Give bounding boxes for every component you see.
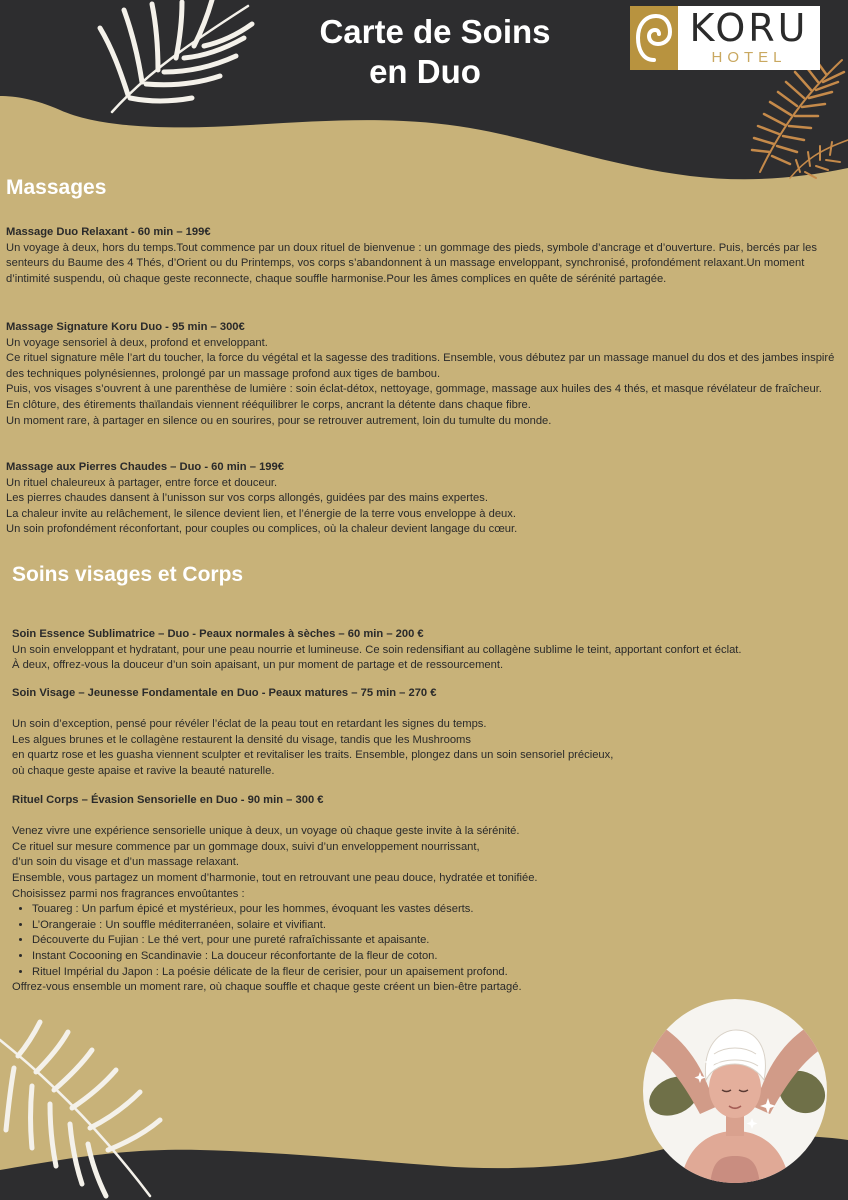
page-title-line2: en Duo [369,53,481,90]
soin-item-description: Un soin enveloppant et hydratant, pour une peau nourrie et lumineuse. Ce soin redensifiant au collagène sublime le teint, apportant confort et éclat. [12,643,742,656]
soin-item [12,686,812,780]
soin-item-description: Choisissez parmi nos fragrances envoûtantes : [12,887,245,900]
page-title [290,12,580,92]
massage-item-description: En clôture, des étirements thaïlandais viennent rééquilibrer le corps, ancrant la détente dans chaque fibre. [6,398,531,411]
fragrance-list-item: • L’Orangeraie : Un souffle méditerranéen, solaire et vivifiant. [32,918,812,934]
logo-text [678,6,820,70]
soin-item-description: Les algues brunes et le collagène restaurent la densité du visage, tandis que les Mushrooms [12,733,471,746]
soin-item-description: d’un soin du visage et d’un massage relaxant. [12,856,240,869]
fragrance-list-item: • Découverte du Fujian : Le thé vert, pour une pureté rafraîchissante et apaisante. [32,933,812,949]
soin-item-title: Soin Essence Sublimatrice – Duo - Peaux normales à sèches – 60 min – 200 € [12,628,424,640]
logo-subtitle: HOTEL [711,49,787,66]
massage-item-description: Les pierres chaudes dansent à l’unisson sur vos corps allongés, guidées par des mains expertes. [6,492,488,505]
koru-hotel-logo [630,6,820,70]
logo-name: KORU [689,6,809,50]
koru-spiral-icon [630,6,678,70]
massage-item-title: Massage Signature Koru Duo - 95 min – 300€ [6,321,245,333]
soin-item-title: Rituel Corps – Évasion Sensorielle en Duo - 90 min – 300 € [12,794,324,806]
massage-item [6,460,836,538]
page-title-line1: Carte de Soins [319,13,551,50]
fragrance-list-item: • Instant Cocooning en Scandinavie : La douceur réconfortante de la fleur de coton. [32,949,812,965]
section-heading-massages: Massages [6,176,107,199]
massage-item-title: Massage aux Pierres Chaudes – Duo - 60 min – 199€ [6,461,284,473]
soin-item [12,793,812,996]
massage-item-description: Un rituel chaleureux à partager, entre force et douceur. [6,476,278,489]
section-heading-soins: Soins visages et Corps [12,563,244,586]
massage-item-description: Puis, vos visages s’ouvrent à une parenthèse de lumière : soin éclat-détox, nettoyage, gommage, massage aux huiles des 4 thés, et masque révélateur de fraîcheur. [6,383,822,396]
soin-item-title: Soin Visage – Jeunesse Fondamentale en Duo - Peaux matures – 75 min – 270 € [12,687,437,699]
massage-item-description: Ce rituel signature mêle l’art du toucher, la force du végétal et la sagesse des traditions. Ensemble, vous débutez par un massage manuel du dos et des jambes inspiré des techniques polynésiennes, prolongé par un massage profond aux tiges de bambou. [6,352,835,380]
soin-item-description: Ensemble, vous partagez un moment d’harmonie, tout en retrouvant une peau douce, hydratée et tonifiée. [12,871,538,884]
massage-item-description: Un voyage à deux, hors du temps.Tout commence par un doux rituel de bienvenue : un gommage des pieds, symbole d’ancrage et d’ouverture. Puis, bercés par les senteurs du Baume des 4 Thés, d’Orient ou du Printemps, vos corps s’abandonnent à un massage enveloppant, synchronisé, profondément relaxant.Un moment d’intimité suspendu, où chaque geste reconnecte, chaque souffle harmonise.Pour les âmes complices en quête de sérénité partagée. [6,241,817,285]
massage-item-description: Un moment rare, à partager en silence ou en sourires, pour se retrouver autrement, loin du tumulte du monde. [6,414,552,427]
massage-item-description: La chaleur invite au relâchement, le silence devient lien, et l’énergie de la terre vous enveloppe à deux. [6,507,516,520]
massage-item [6,320,836,429]
soin-item-description: où chaque geste apaise et ravive la beauté naturelle. [12,764,275,777]
soin-item-closing: Offrez-vous ensemble un moment rare, où chaque souffle et chaque geste créent un bien-être partagé. [12,981,522,994]
fragrance-list-item: • Touareg : Un parfum épicé et mystérieux, pour les hommes, évoquant les vastes déserts. [32,902,812,918]
soin-item [12,627,812,674]
massage-item-description: Un voyage sensoriel à deux, profond et enveloppant. [6,336,268,349]
fragrance-list [12,902,812,980]
fragrance-list-item: • Rituel Impérial du Japon : La poésie délicate de la fleur de cerisier, pour un apaisement profond. [32,965,812,981]
soin-item-description: Venez vivre une expérience sensorielle unique à deux, un voyage où chaque geste invite à la sérénité. [12,825,520,838]
massage-item [6,225,836,287]
soin-item-description: Un soin d’exception, pensé pour révéler l’éclat de la peau tout en retardant les signes du temps. [12,718,487,731]
massage-item-title: Massage Duo Relaxant - 60 min – 199€ [6,226,211,238]
soin-item-description: À deux, offrez-vous la douceur d’un soin apaisant, un pur moment de partage et de ressourcement. [12,659,504,672]
soin-item-description: en quartz rose et les guasha viennent sculpter et revitaliser les traits. Ensemble, plongez dans un soin sensoriel précieux, [12,749,614,762]
soin-item-description: Ce rituel sur mesure commence par un gommage doux, suivi d’un enveloppement nourrissant, [12,840,480,853]
massage-item-description: Un soin profondément réconfortant, pour couples ou complices, où la chaleur devient langage du cœur. [6,523,518,536]
